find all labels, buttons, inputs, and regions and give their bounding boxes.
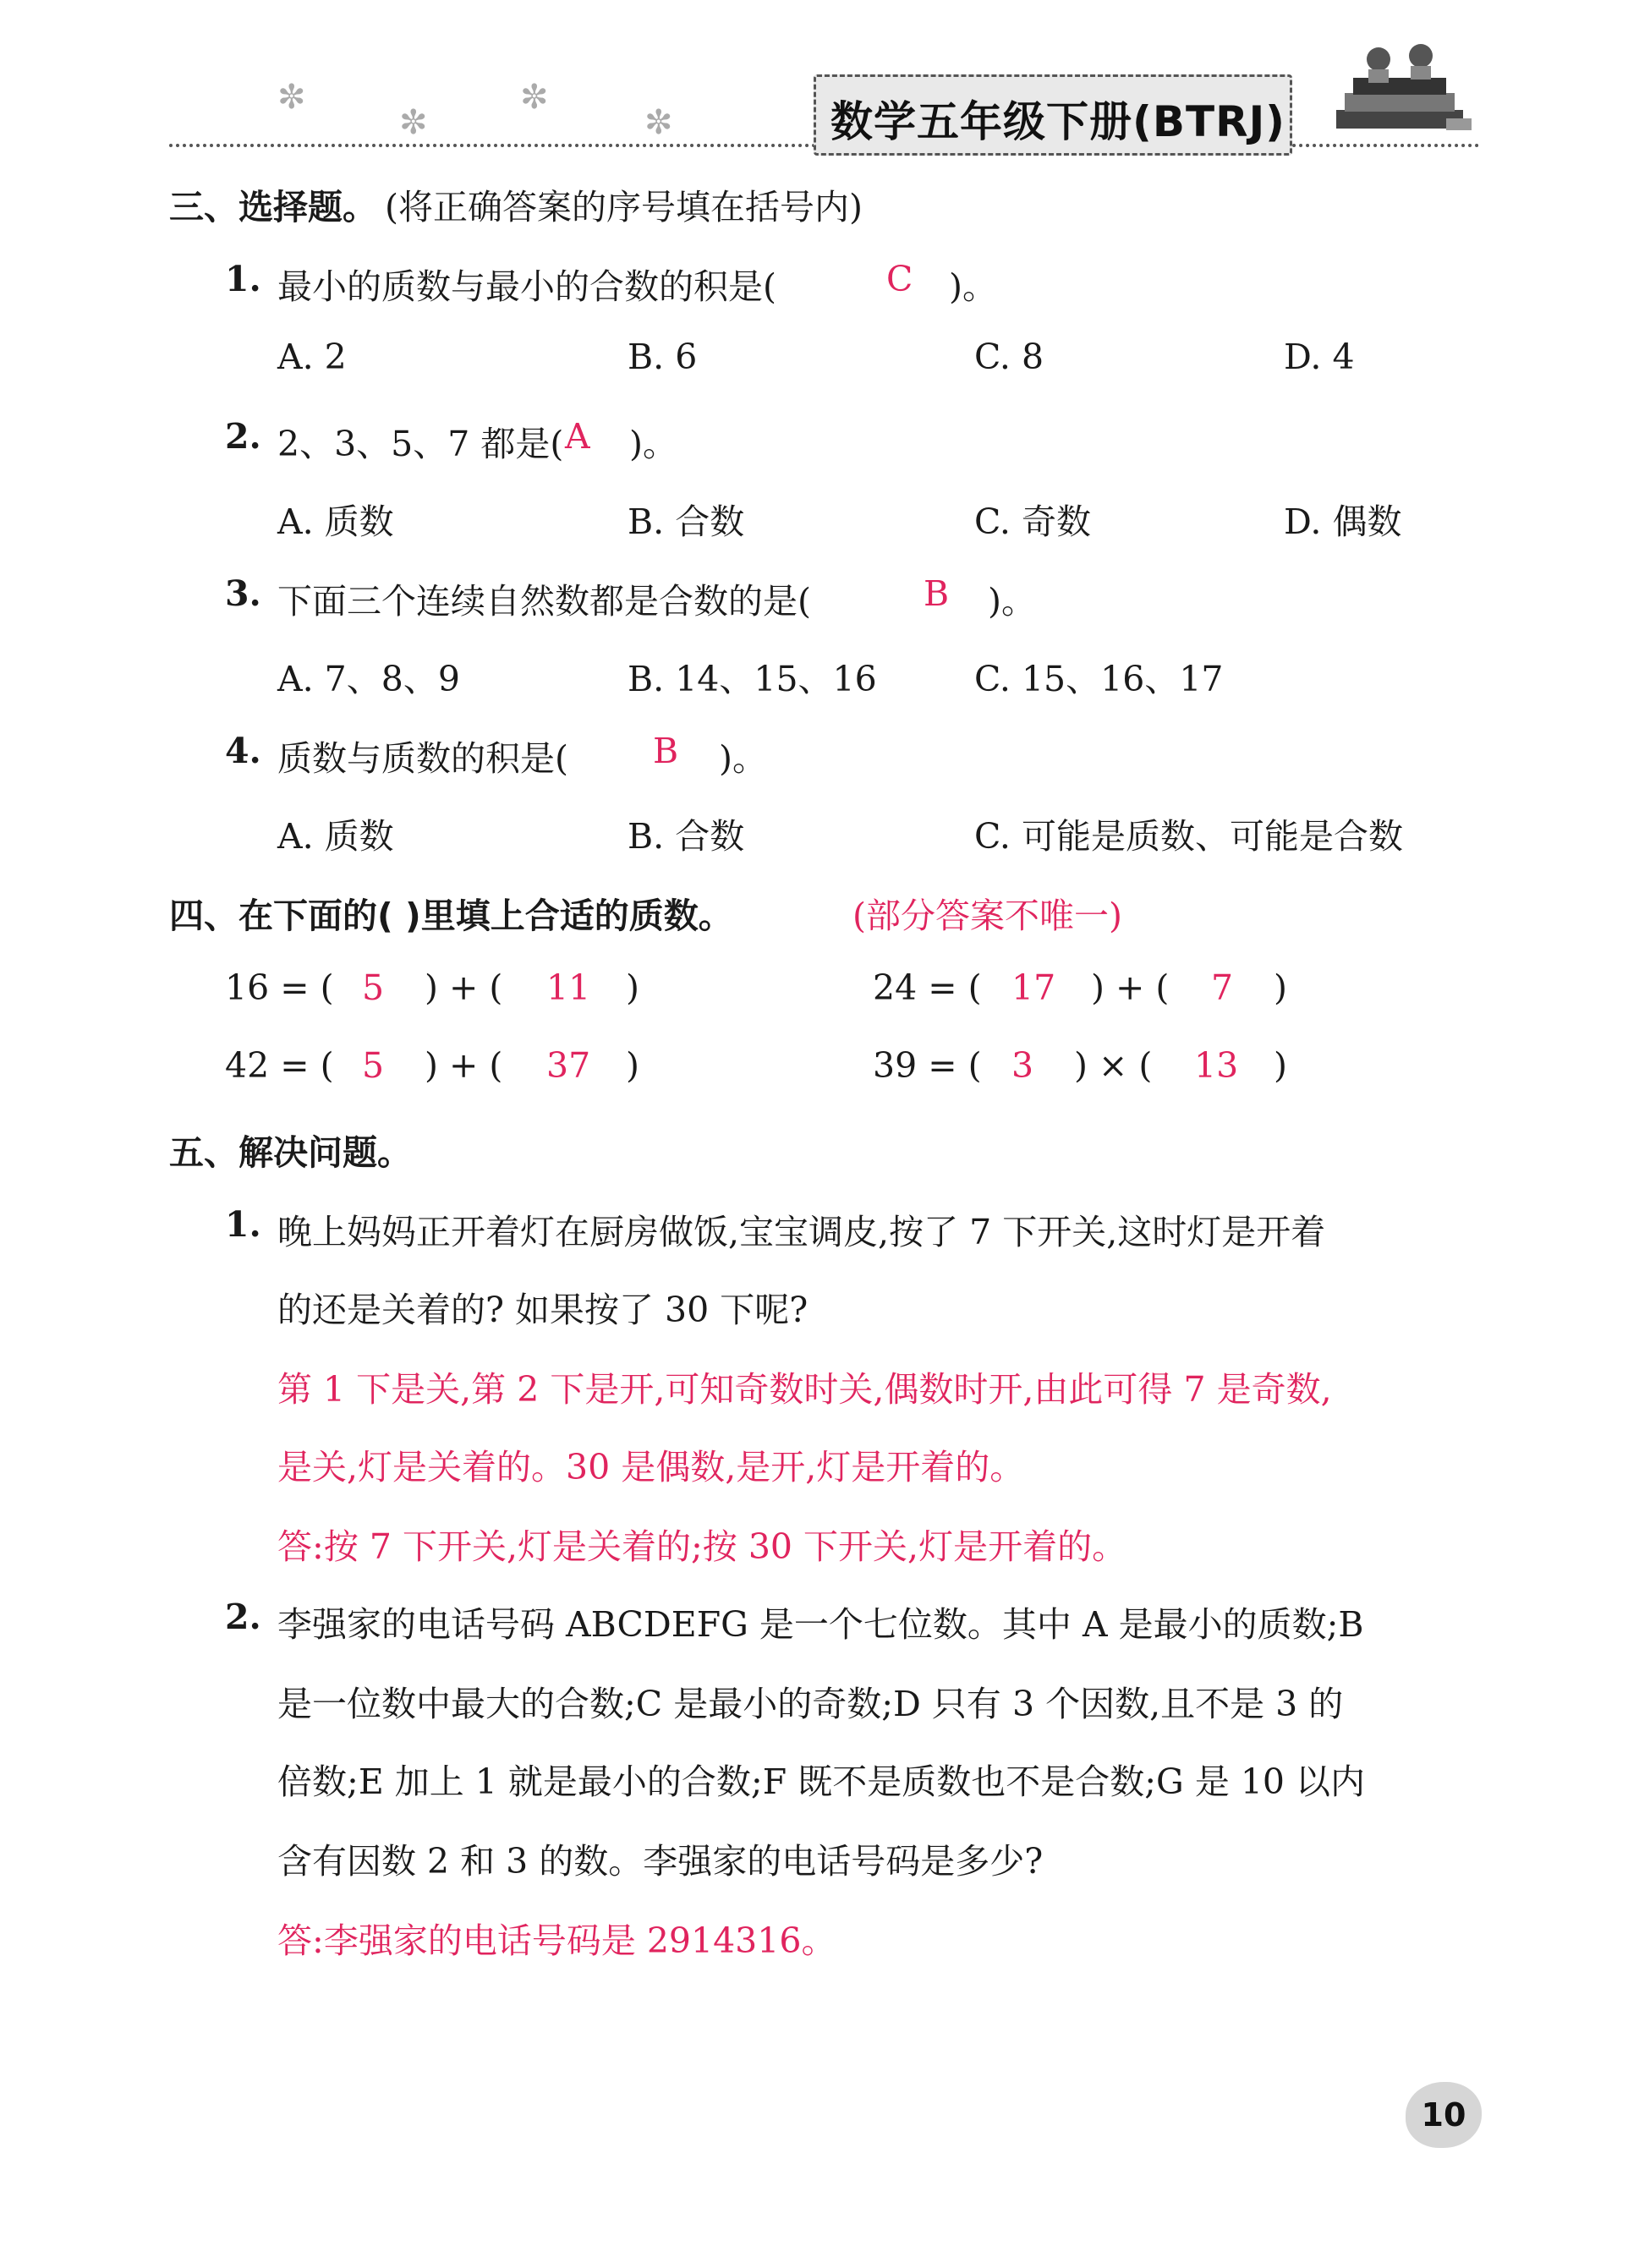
- equation-operator: ) + (: [1091, 967, 1170, 1008]
- solution-text: 是关,灯是关着的。30 是偶数,是开,灯是开着的。: [277, 1447, 1025, 1487]
- equation-operator: ) + (: [425, 1045, 503, 1086]
- problem-text: 李强家的电话号码 ABCDEFG 是一个七位数。其中 A 是最小的质数;B: [277, 1604, 1364, 1645]
- equation-operator: ) + (: [425, 967, 503, 1008]
- page-number: 10: [1406, 2082, 1482, 2148]
- problem-text: 晚上妈妈正开着灯在厨房做饭,宝宝调皮,按了 7 下开关,这时灯是开着: [277, 1212, 1326, 1252]
- answer-choice: A: [565, 416, 590, 457]
- question-text: 2、3、5、7 都是(: [277, 424, 564, 464]
- equation-answer: 11: [546, 967, 591, 1008]
- decorative-star-icon: ✼: [520, 78, 549, 117]
- question-text: 下面三个连续自然数都是合数的是(: [277, 581, 811, 622]
- equation-lhs: 24 = (: [873, 967, 982, 1008]
- problem-number: 2.: [225, 1597, 261, 1637]
- option: C. 可能是质数、可能是合数: [974, 816, 1403, 857]
- question-text-end: )。: [629, 424, 677, 464]
- question-text-end: )。: [719, 738, 767, 779]
- question-number: 2.: [225, 416, 261, 457]
- equation-end: ): [626, 1045, 639, 1086]
- equation-answer: 17: [1011, 967, 1056, 1008]
- solution-answer: 答:按 7 下开关,灯是关着的;按 30 下开关,灯是开着的。: [277, 1526, 1127, 1567]
- solution-text: 第 1 下是关,第 2 下是开,可知奇数时关,偶数时开,由此可得 7 是奇数,: [277, 1369, 1332, 1410]
- section4-heading: 四、在下面的( )里填上合适的质数。: [169, 896, 733, 936]
- problem-text: 倍数;E 加上 1 就是最小的合数;F 既不是质数也不是合数;G 是 10 以内: [277, 1761, 1366, 1802]
- section3-heading: 三、选择题。: [169, 187, 377, 227]
- equation-answer: 37: [546, 1045, 591, 1086]
- option: B. 合数: [628, 816, 745, 857]
- equation-end: ): [1274, 1045, 1287, 1086]
- option: C. 15、16、17: [974, 659, 1224, 699]
- problem-text: 是一位数中最大的合数;C 是最小的奇数;D 只有 3 个因数,且不是 3 的: [277, 1684, 1344, 1724]
- decorative-star-icon: ✼: [399, 103, 428, 142]
- decorative-star-icon: ✼: [277, 78, 306, 117]
- option: D. 偶数: [1284, 501, 1402, 542]
- equation-end: ): [626, 967, 639, 1008]
- children-reading-illustration-icon: [1319, 34, 1480, 152]
- question-text-end: )。: [988, 581, 1036, 622]
- equation-lhs: 16 = (: [225, 967, 334, 1008]
- equation-answer: 13: [1194, 1045, 1239, 1086]
- section5-heading: 五、解决问题。: [169, 1132, 412, 1173]
- problem-text: 含有因数 2 和 3 的数。李强家的电话号码是多少?: [277, 1841, 1044, 1882]
- answer-choice: B: [653, 731, 679, 771]
- option: B. 14、15、16: [628, 659, 877, 699]
- option: A. 7、8、9: [277, 659, 460, 699]
- decorative-star-icon: ✼: [644, 103, 673, 142]
- option: B. 6: [628, 337, 698, 377]
- question-text: 最小的质数与最小的合数的积是(: [277, 266, 776, 307]
- equation-answer: 3: [1011, 1045, 1034, 1086]
- equation-operator: ) × (: [1074, 1045, 1153, 1086]
- answer-choice: B: [924, 573, 950, 614]
- option: D. 4: [1284, 337, 1355, 377]
- option: B. 合数: [628, 501, 745, 542]
- equation-lhs: 39 = (: [873, 1045, 982, 1086]
- solution-answer: 答:李强家的电话号码是 2914316。: [277, 1920, 836, 1961]
- equation-end: ): [1274, 967, 1287, 1008]
- option: C. 奇数: [974, 501, 1091, 542]
- equation-answer: 5: [362, 1045, 385, 1086]
- option: C. 8: [974, 337, 1044, 377]
- question-text: 质数与质数的积是(: [277, 738, 568, 779]
- equation-lhs: 42 = (: [225, 1045, 334, 1086]
- problem-text: 的还是关着的? 如果按了 30 下呢?: [277, 1290, 809, 1330]
- option: A. 2: [277, 337, 347, 377]
- section4-note: (部分答案不唯一): [852, 896, 1122, 936]
- section3-instruction: (将正确答案的序号填在括号内): [385, 187, 863, 227]
- question-text-end: )。: [949, 266, 997, 307]
- problem-number: 1.: [225, 1204, 261, 1245]
- option: A. 质数: [277, 816, 394, 857]
- question-number: 3.: [225, 573, 261, 614]
- answer-choice: C: [886, 259, 913, 299]
- option: A. 质数: [277, 501, 394, 542]
- equation-answer: 7: [1211, 967, 1234, 1008]
- equation-answer: 5: [362, 967, 385, 1008]
- question-number: 4.: [225, 731, 261, 771]
- header-title: 数学五年级下册(BTRJ): [830, 97, 1286, 146]
- question-number: 1.: [225, 259, 261, 299]
